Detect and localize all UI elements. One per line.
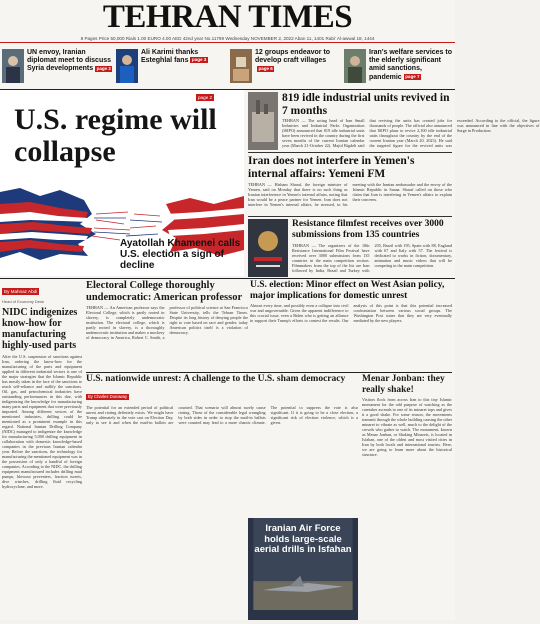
teaser-item[interactable] bbox=[344, 47, 454, 87]
hero-page-badge: page 2 bbox=[198, 95, 213, 100]
issue-info-bar: 8 Pages Price 50,000 Rials 1.00 EURO 4.00 AED 42nd year No.11799 Wednesday NOVEMBER 2, 2022 Aban 11, 1401 Rabi' Al-awwal 18, 1444 bbox=[0, 35, 455, 43]
story-headline: NIDC indigenizes know-how for manufacturing highly-used parts bbox=[2, 307, 78, 351]
hero-headline: U.S. regime will collapse bbox=[14, 103, 217, 168]
teaser-text: 12 groups endeavor to develop craft villages bbox=[255, 49, 331, 65]
teaser-item[interactable] bbox=[2, 47, 114, 87]
byline-badge: By Charles Dunaway bbox=[88, 393, 128, 399]
story-headline: 819 idle industrial units revived in 7 months bbox=[282, 92, 450, 117]
story-headline: Electoral College thoroughly undemocratic: American professor bbox=[86, 280, 243, 303]
teaser-page-badge: page 6 bbox=[258, 65, 273, 71]
teaser-text: UN envoy, Iranian diplomat meet to discuss Syria developments bbox=[27, 49, 112, 73]
story-body: TEHRAN — An American professor says the Electoral College, which is partly rooted in slavery, is completely undemocratic institution. The electoral college, which is partly rooted in slavery, is a thoroughly undemocratic institution and makes a mockery of democracy in America, Robert C. Smith, a professor of political science at San Francisco State University, tells the Tehran Times. Despite its long history of denying people the right to vote based on race and gender, today American politics itself is a violation of democracy. bbox=[86, 305, 248, 340]
byline-badge: By Mahnaz Abdi bbox=[4, 289, 38, 294]
story-nidc[interactable] bbox=[2, 280, 82, 618]
teaser-item[interactable] bbox=[116, 47, 228, 87]
teaser-page-badge: page 7 bbox=[405, 73, 420, 79]
story-headline: Menar Jonban: they really shake! bbox=[362, 374, 445, 395]
story-headline: Iranian Air Force holds large-scale aerial drills in Isfahan bbox=[254, 523, 352, 555]
teaser-photo-icon bbox=[230, 49, 252, 83]
teaser-page-badge: page 2 bbox=[96, 65, 111, 71]
story-body: TEHRAN — Hisham Sharaf, the foreign minister of Yemen, said on Monday that there is no such thing as Iranian interference in Yemen's internal affairs, noting that Iran would be a peace partner for Yemen. Iran does not interfere in Yemen's internal affairs, he stressed, in his meeting with the Iranian ambassador and the envoy of the Islamic Republic in Sanaa. Sharaf called on those who claim that Iran is interfering in Yemen's affairs to explain their concerns. bbox=[248, 182, 452, 207]
story-body: The potential for an extended period of political unrest and rioting definitely exists. We might have Trump ultimately in the vote cast on Election Day, only to see it and when the mail-in ballots are counted. That scenario will almost surely cause rioting. Those of the considerable legal wrangling by both sides in order to stop the mail-in ballots were counted may lead to a more chaotic climate. The potential to suppress the vote is also significant. If it is going to be a close election, a significant risk of election violence, which is a given. bbox=[86, 404, 358, 425]
story-body: Visitors flock from across Iran to this tiny Islamic monument for the odd purpose of watching as the caretaker ascends to one of its minaret tops and gives it a good shake. For some reason, the movements transmit through the whole building causing the other minaret to vibrate as well, much to the delight of the crowds who gather to watch. The monument, known as Menar Jonban, or Shaking Minarets, is located in Isfahan, one of the oldest and most visited cities in Iran by both locals and international tourists. Here, we are going to learn more about the historical structure. bbox=[362, 397, 452, 457]
teaser-text: Iran's welfare services to the elderly significant amid sanctions, pandemic bbox=[369, 49, 452, 81]
story-air-force-drills[interactable] bbox=[248, 518, 358, 620]
story-body: TEHRAN — The organizers of the 18th Resistance International Film Festival have received over 3000 submissions from 135 countries in the main competition section. Filmmakers from the top of the list are Iran followed by India, Brazil and Turkey with 205, Brazil with 195, Spain with 88, England with 67 and Italy with 57. The festival is dedicated to works in fiction, documentary, animation and music videos that will be competing in the main competition. bbox=[292, 243, 452, 273]
teaser-photo-icon bbox=[344, 49, 366, 83]
hero-caption: Ayatollah Khamenei calls U.S. election a sign of decline bbox=[120, 238, 241, 271]
story-idle-industries[interactable] bbox=[248, 92, 540, 150]
section-divider bbox=[0, 278, 455, 279]
filmfest-poster bbox=[248, 219, 288, 277]
story-body: After the U.S. suspension of sanctions against Iran, ordering the know-how for the manufacturing of the parts and equipment applied in different industrial sectors is one of the major strategies that the Islamic Republic has mostly taken in the face of the sanctions to reach self-reliance and nullify the sanctions. Oil, gas, and petrochemical industries have outstanding performances in this due, with indigenizing the knowledge for manufacturing many parts and equipment that were previously imported. Among different sectors of the mentioned industries, drilling could be mentioned as a prominent example in this regard. National Iranian Drilling Company (NIDC) managed to indigenize the knowledge for manufacturing 5,000 drilling equipment in collaboration with domestic knowledge-based companies in the previous Iranian calendar year. Before the sanctions, the technology for manufacturing the mentioned equipment was in the possession of only a handful of foreign companies. According to the NIDC, the drilling equipment manufactured includes drilling mud pumps, blowout preventers, fraction turrets, dive winches, drilling fluid recycling hydrocyclone, and more. bbox=[2, 354, 82, 489]
byline-department: Head of Economy Desk bbox=[2, 299, 45, 304]
story-headline: U.S. election: Minor effect on West Asian policy, major implications for domestic unrest bbox=[250, 280, 445, 301]
story-menar-jonban[interactable] bbox=[362, 374, 452, 623]
story-body: Almost every time, and possibly even a collapse into civil war and ungovernable. Given the apparent indifference to this crucial issue, even a Biden who is getting an alliance to support their Trump's efforts to contest the results. Our analysis of this point is that this potential increased confrontation between various social groups. The Washington Post states that they are very eventually mediated by the new players. bbox=[250, 303, 452, 323]
industrial-photo bbox=[248, 92, 278, 150]
teaser-photo-icon bbox=[116, 49, 138, 83]
story-electoral-college[interactable] bbox=[86, 280, 248, 365]
teaser-text: Ali Karimi thanks Esteghlal fans bbox=[141, 49, 199, 65]
story-filmfest[interactable] bbox=[248, 216, 452, 278]
teaser-page-badge: page 3 bbox=[191, 57, 207, 63]
story-us-election[interactable] bbox=[250, 280, 452, 363]
hero-story[interactable] bbox=[0, 90, 244, 276]
story-headline: Iran does not interfere in Yemen's internal affairs: Yemeni FM bbox=[248, 155, 415, 180]
teaser-bar bbox=[0, 45, 455, 90]
story-body: TEHRAN — The acting head of Iran Small Industries and Industrial Parks Organization (ISIPO) announced that 819 idle industrial units have been revived in the country during the first seven months of the current Iranian calendar year (March 21-October 22). Majid Bigdeli said that reviving the units has created jobs for thousands of people. The official also announced that ISIPO plans to revive 2,100 idle industrial units throughout the country by the end of the current Iranian year (March 20, 2023). He said the targeted figure for the revived units was exceeded. According to the official, the figure was announced in line with the objectives of Surge in Production. bbox=[282, 118, 540, 148]
masthead bbox=[0, 0, 455, 40]
story-headline: Resistance filmfest receives over 3000 submissions from 135 countries bbox=[292, 219, 444, 240]
story-headline: U.S. nationwide unrest: A challenge to the U.S. sham democracy bbox=[86, 374, 346, 384]
teaser-photo-icon bbox=[2, 49, 24, 83]
story-yemen[interactable] bbox=[248, 152, 452, 214]
newspaper-title: TEHRAN TIMES bbox=[102, 0, 353, 35]
teaser-item[interactable] bbox=[230, 47, 342, 87]
section-divider bbox=[86, 372, 452, 373]
